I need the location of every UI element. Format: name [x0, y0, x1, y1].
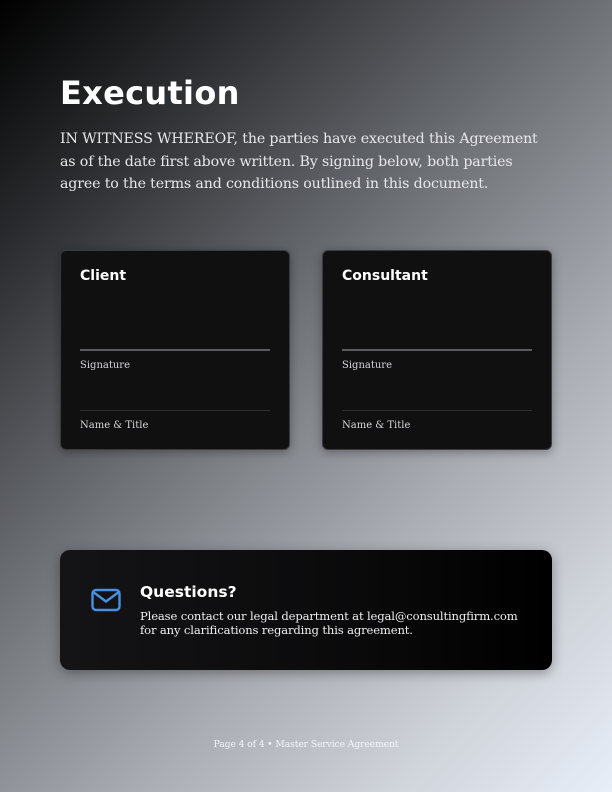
client-name-line: [80, 410, 270, 411]
client-signature-line: [80, 349, 270, 351]
section-title: Execution: [60, 74, 240, 112]
questions-heading: Questions?: [140, 583, 237, 601]
client-name-title-label: Name & Title: [80, 420, 149, 431]
envelope-icon: [91, 588, 121, 612]
execution-intro-text: IN WITNESS WHEREOF, the parties have executed this Agreement as of the date first above written. By signing below, both parties agree to the terms and conditions outlined in this document.: [60, 131, 538, 193]
client-party-label: Client: [80, 268, 127, 284]
consultant-signature-label: Signature: [342, 360, 393, 371]
client-signature-block: [60, 250, 290, 450]
page-footer: Page 4 of 4 • Master Service Agreement: [213, 739, 399, 750]
consultant-party-label: Consultant: [342, 268, 428, 284]
questions-contact-box: [60, 550, 552, 670]
consultant-signature-block: [322, 250, 552, 450]
consultant-name-line: [342, 410, 532, 411]
client-signature-label: Signature: [80, 360, 131, 371]
consultant-signature-line: [342, 349, 532, 351]
consultant-name-title-label: Name & Title: [342, 420, 411, 431]
questions-contact-text: Please contact our legal department at legal@consultingfirm.com for any clarifications regarding this agreement.: [140, 609, 518, 638]
